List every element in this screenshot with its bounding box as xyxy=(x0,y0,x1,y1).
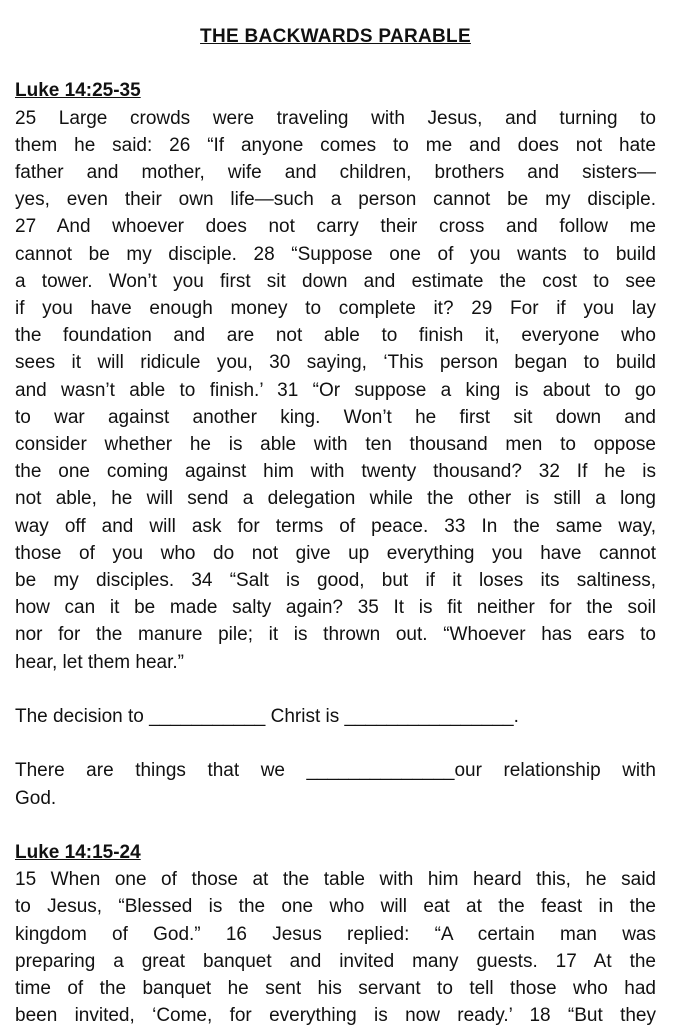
passage-heading-luke-14-15-24: Luke 14:15-24 xyxy=(15,842,141,864)
passage-line: time of the banquet he sent his servant to tell those who had xyxy=(15,978,656,1000)
passage-line: to Jesus, “Blessed is the one who will eat at the feast in the xyxy=(15,896,656,918)
passage-line: nor for the manure pile; it is thrown out. “Whoever has ears to xyxy=(15,624,656,646)
passage-heading-luke-14-25-35: Luke 14:25-35 xyxy=(15,80,141,102)
passage-line: the one coming against him with twenty thousand? 32 If he is xyxy=(15,461,656,483)
passage-line: those of you who do not give up everything you have cannot xyxy=(15,542,656,564)
passage-line: not able, he will send a delegation while the other is still a long xyxy=(15,488,656,510)
passage-line: 27 And whoever does not carry their cross and follow me xyxy=(15,216,656,238)
fill-in-blank-decision: The decision to ___________ Christ is ________________. xyxy=(15,706,519,728)
passage-line: consider whether he is able with ten thousand men to oppose xyxy=(15,434,656,456)
passage-line: be my disciples. 34 “Salt is good, but if it loses its saltiness, xyxy=(15,570,656,592)
passage-line: preparing a great banquet and invited many guests. 17 At the xyxy=(15,950,656,972)
passage-line: a tower. Won’t you first sit down and estimate the cost to see xyxy=(15,270,656,292)
passage-line: the foundation and are not able to finish it, everyone who xyxy=(15,325,656,347)
spacer xyxy=(15,676,656,703)
passage-line: cannot be my disciple. 28 “Suppose one of you wants to build xyxy=(15,243,656,265)
passage-text-luke-14-15-24 xyxy=(15,866,656,1029)
fill-in-blank-relationship-end: God. xyxy=(15,787,57,809)
passage-line: been invited, ‘Come, for everything is now ready.’ 18 “But they xyxy=(15,1005,656,1027)
spacer xyxy=(15,50,656,77)
passage-line: way off and will ask for terms of peace. 33 In the same way, xyxy=(15,515,656,537)
passage-line: kingdom of God.” 16 Jesus replied: “A certain man was xyxy=(15,923,656,945)
passage-line: sees it will ridicule you, 30 saying, ‘This person began to build xyxy=(15,352,656,374)
passage-line: father and mother, wife and children, brothers and sisters— xyxy=(15,162,656,183)
passage-line: if you have enough money to complete it? 29 For if you lay xyxy=(15,298,656,320)
document-title: THE BACKWARDS PARABLE xyxy=(200,26,471,47)
passage-line: to war against another king. Won’t he first sit down and xyxy=(15,406,656,428)
passage-text-luke-14-25-35 xyxy=(15,105,656,676)
fill-in-blank-relationship-line: There are things that we ______________our relationship with xyxy=(15,760,656,782)
passage-line: 15 When one of those at the table with him heard this, he said xyxy=(15,869,656,891)
passage-line: how can it be made salty again? 35 It is fit neither for the soil xyxy=(15,597,656,619)
passage-line: 25 Large crowds were traveling with Jesus, and turning to xyxy=(15,107,656,129)
passage-line: and wasn’t able to finish.’ 31 “Or suppose a king is about to go xyxy=(15,379,656,401)
spacer xyxy=(15,812,656,839)
passage-line: yes, even their own life—such a person cannot be my disciple. xyxy=(15,189,656,211)
passage-line: hear, let them hear.” xyxy=(15,651,184,673)
spacer xyxy=(15,730,656,757)
passage-line: them he said: 26 “If anyone comes to me and does not hate xyxy=(15,134,656,156)
